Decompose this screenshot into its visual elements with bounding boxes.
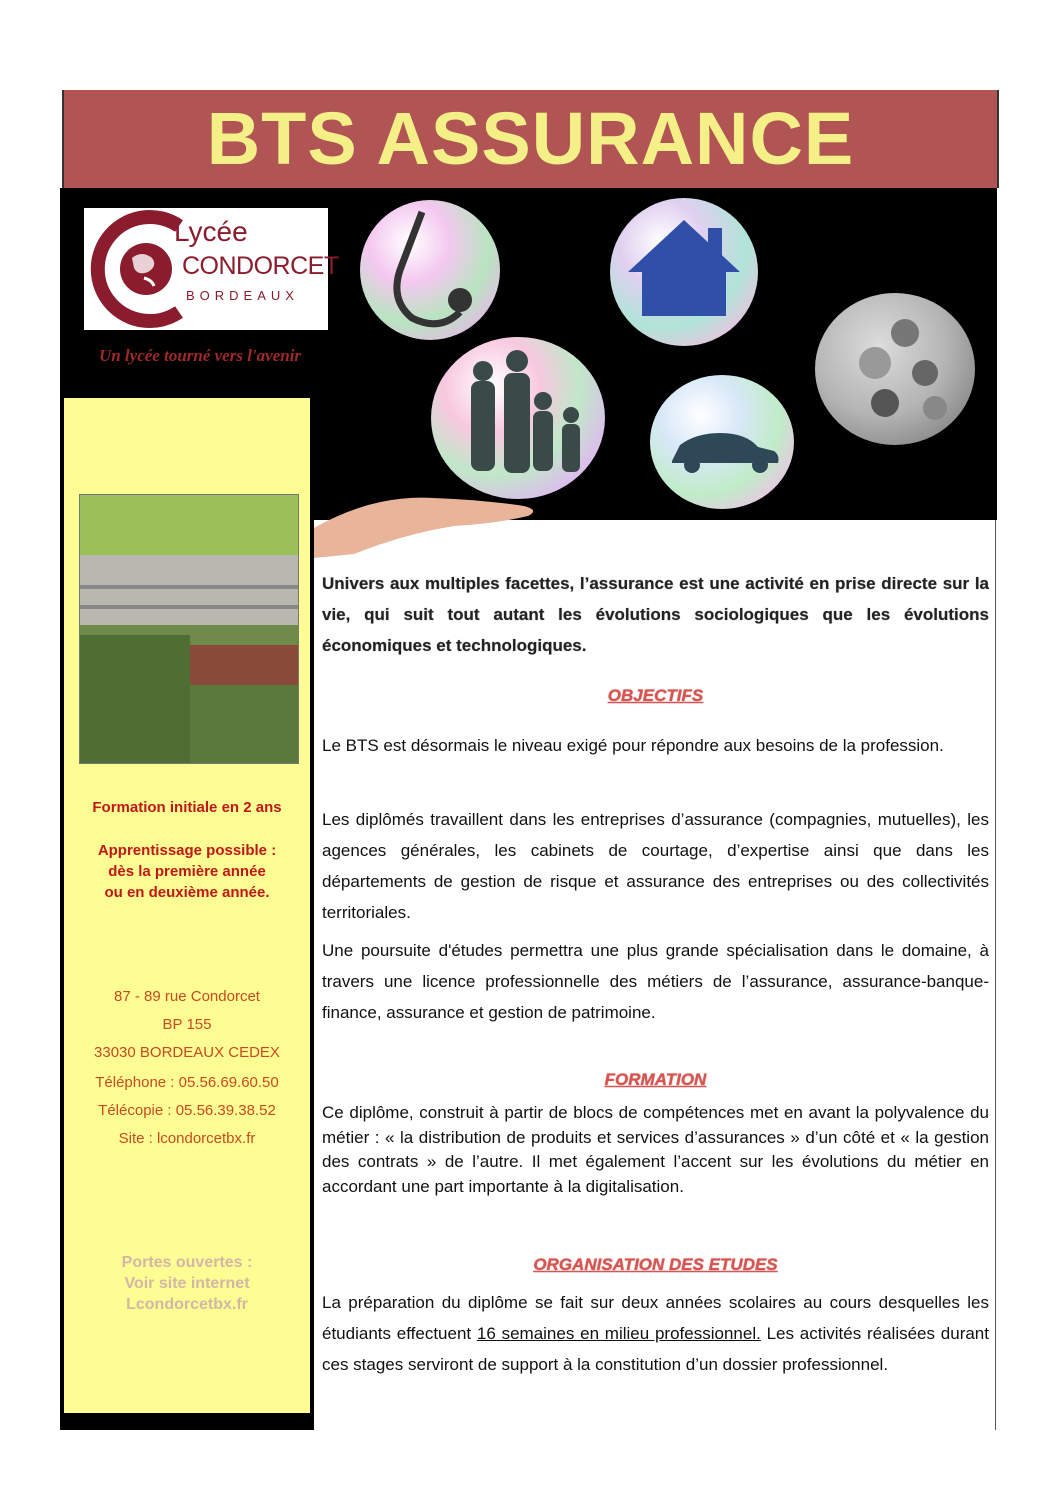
stethoscope-bubble <box>360 200 500 340</box>
tagline: Un lycée tourné vers l'avenir <box>98 346 302 365</box>
objectifs-title: OBJECTIFS <box>607 686 704 705</box>
school-logo <box>84 208 339 330</box>
phone: Téléphone : 05.56.69.60.50 <box>95 1074 279 1091</box>
organisation-text-1: La préparation du diplôme se fait sur deux années scolaires au cours desquelles les étudiants effectuent <box>322 1293 989 1343</box>
building-photo-icon <box>80 495 298 763</box>
portes-ouvertes-line-1: Portes ouvertes : <box>121 1254 253 1271</box>
address-street: 87 - 89 rue Condorcet <box>114 988 260 1005</box>
page-title: BTS ASSURANCE <box>206 97 855 180</box>
house-icon <box>610 198 758 346</box>
title-band <box>62 90 999 188</box>
stethoscope-icon <box>360 200 500 340</box>
car-bubble <box>650 375 794 509</box>
formation-title: FORMATION <box>604 1070 707 1089</box>
address-bp: BP 155 <box>162 1016 212 1033</box>
objectifs-paragraph-1: Le BTS est désormais le niveau exigé pour répondre aux besoins de la profession. <box>322 736 944 755</box>
organisation-paragraph <box>322 1287 989 1380</box>
objectifs-paragraph-2: Les diplômés travaillent dans les entreprises d’assurance (compagnies, mutuelles), les agences générales, les cabinets de courtage, d’expertise ainsi que dans les départements de gestion de risque et assurance des entreprises ou des collectivités territoriales. <box>322 810 989 922</box>
formation-paragraph: Ce diplôme, construit à partir de blocs de compétences met en avant la polyvalence du métier : « la distribution de produits et services d’assurances » d’un côté et « la gestion des contrats » de l’autre. Il met également l’accent sur les évolutions du métier en accordant une part importante à la digitalisation. <box>322 1103 989 1196</box>
address-city: 33030 BORDEAUX CEDEX <box>94 1044 280 1061</box>
objectifs-paragraph-3: Une poursuite d'études permettra une plus grande spécialisation dans le domaine, à travers une licence professionnelle des métiers de l’assurance, assurance-banque-finance, assurance et gestion de patrimoine. <box>322 941 989 1022</box>
apprentissage-line-3: ou en deuxième année. <box>104 884 270 901</box>
organisation-text-2: Les activités réalisées durant ces stages serviront de support à la constitution d’un dossier professionnel. <box>322 1324 989 1374</box>
car-icon <box>650 375 794 509</box>
hand-icon <box>314 488 544 558</box>
formation-initiale: Formation initiale en 2 ans <box>92 799 282 816</box>
right-frame <box>995 520 996 1430</box>
logo-lycee: Lycée <box>174 216 248 247</box>
fax: Télécopie : 05.56.39.38.52 <box>98 1102 276 1119</box>
organisation-title: ORGANISATION DES ETUDES <box>533 1255 778 1274</box>
school-photo <box>79 494 299 764</box>
portes-ouvertes-line-2: Voir site internet <box>124 1275 250 1292</box>
portes-ouvertes-line-3: Lcondorcetbx.fr <box>126 1296 248 1313</box>
logo-condorcet: CONDORCET <box>182 252 339 280</box>
family-icon <box>431 337 605 499</box>
coins-icon <box>815 293 975 445</box>
money-bubble <box>815 293 975 445</box>
family-bubble <box>431 337 605 499</box>
organisation-stage-duration: 16 semaines en milieu professionnel. <box>476 1324 761 1343</box>
website: Site : lcondorcetbx.fr <box>118 1130 256 1147</box>
apprentissage-line-1: Apprentissage possible : <box>97 842 277 859</box>
logo-bordeaux: BORDEAUX <box>186 288 299 303</box>
house-bubble <box>610 198 758 346</box>
intro-paragraph: Univers aux multiples facettes, l’assurance est une activité en prise directe sur la vie, qui suit tout autant les évolutions sociologiques que les évolutions économiques et technologiques. <box>322 574 989 655</box>
apprentissage-line-2: dès la première année <box>108 863 266 880</box>
